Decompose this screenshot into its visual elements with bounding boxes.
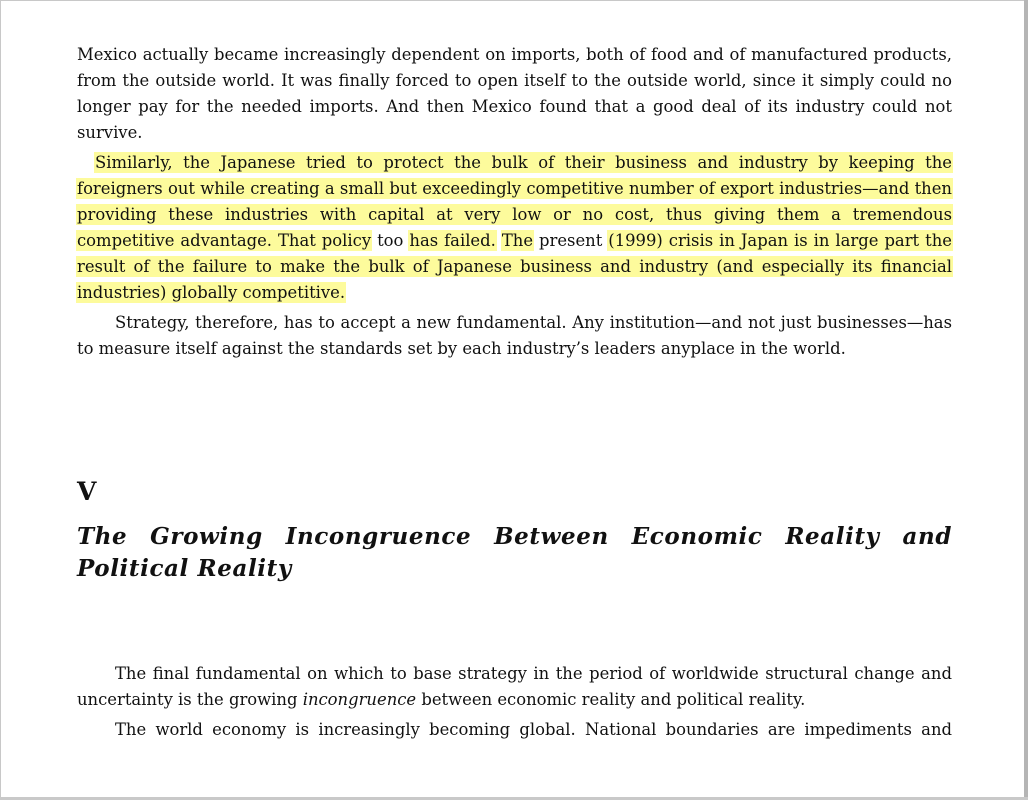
text-run: between economic reality and political reality. bbox=[421, 690, 806, 709]
emphasis-word: incongruence bbox=[302, 690, 417, 709]
text-run: The final fundamental on which to base strategy in the period of worldwide structural change and uncertainty is the growing bbox=[77, 664, 952, 709]
unhighlighted-word: too bbox=[377, 231, 404, 250]
paragraph-strategy[interactable]: Strategy, therefore, has to accept a new fundamental. Any institution—and not just businesses—has to measure itself against the standards set by each industry’s leaders anyplace in the world. bbox=[77, 313, 952, 358]
page-body-upper bbox=[77, 42, 952, 362]
paragraph-world-economy[interactable]: The world economy is increasingly becoming global. National boundaries are impediments and bbox=[115, 720, 952, 739]
highlight-segment[interactable]: has failed. bbox=[409, 231, 496, 250]
unhighlighted-word: present bbox=[539, 231, 603, 250]
paragraph-mexico[interactable]: Mexico actually became increasingly dependent on imports, both of food and of manufactured products, from the outside world. It was finally forced to open itself to the outside world, since it simply could no longer pay for the needed imports. And then Mexico found that a good deal of its industry could not survive. bbox=[77, 45, 952, 142]
section-title: The Growing Incongruence Between Economic Reality and Political Reality bbox=[77, 523, 952, 582]
highlight-segment[interactable]: (1999) crisis in Japan is in large part the result of the failure to make the bulk of Japanese business and industry (and especially its financial industries) globally competitive. bbox=[77, 231, 952, 302]
page-body-lower bbox=[77, 661, 952, 743]
highlight-segment[interactable]: The bbox=[501, 231, 534, 250]
page-edge-shadow bbox=[1024, 0, 1028, 800]
section-number: V bbox=[77, 477, 97, 506]
highlight-segment[interactable]: Similarly, the Japanese tried to protect the bulk of their business and industry by keeping the foreigners out while creating a small but exceedingly competitive number of export industries—and then providing these industries with capital at very low or no cost, thus giving them a tremendous competitive advantage. That policy bbox=[77, 153, 952, 250]
paragraph-final-fundamental[interactable] bbox=[77, 661, 952, 713]
paragraph-japan-highlighted[interactable] bbox=[77, 150, 952, 306]
